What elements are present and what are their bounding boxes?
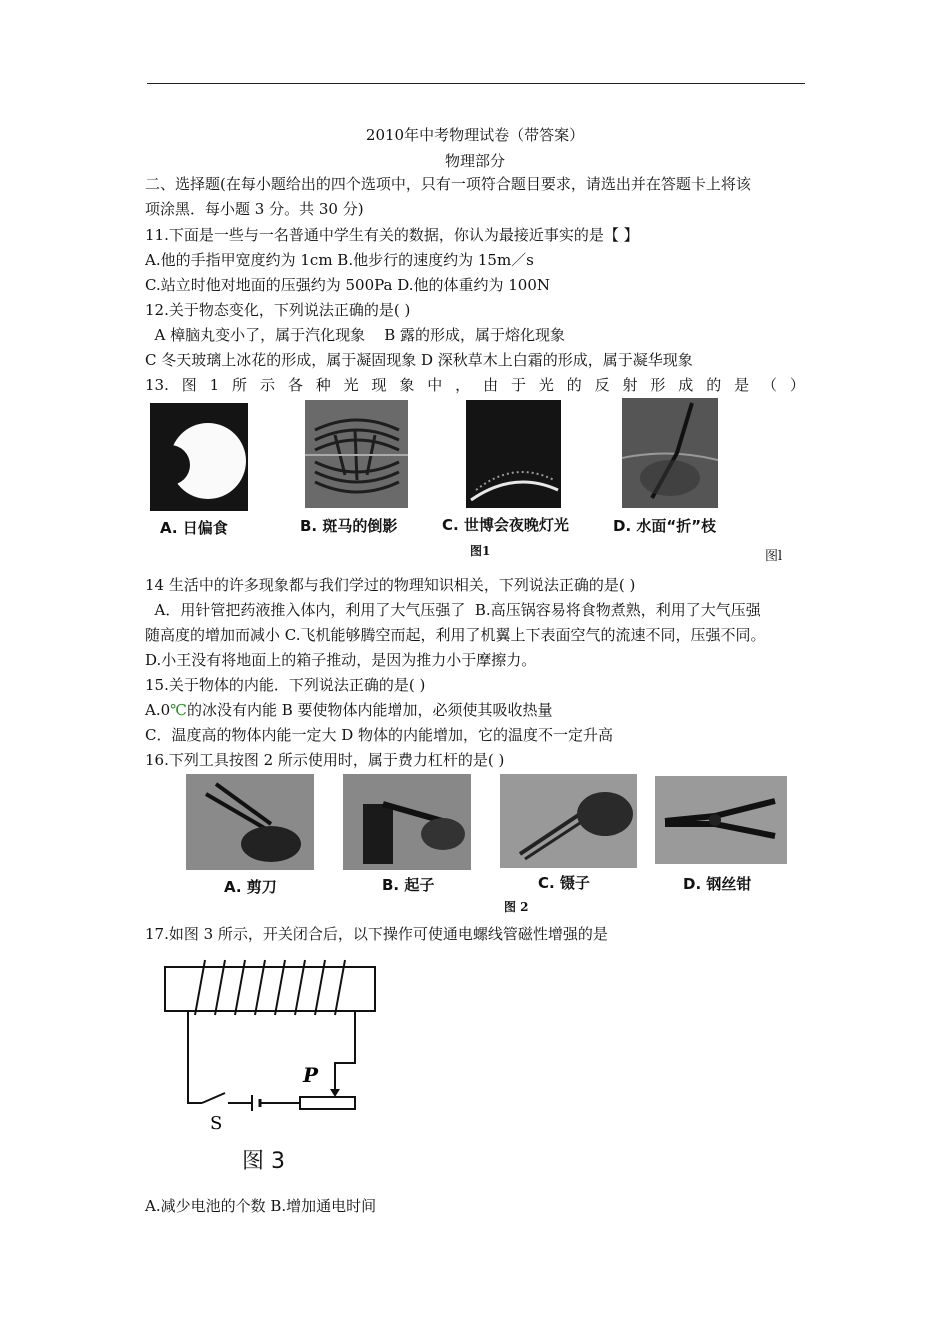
q13-stem-word: 象	[399, 376, 415, 394]
q13-stem-word: 图	[181, 376, 197, 394]
q13-stem-word: （	[761, 376, 777, 394]
figure-3-circuit	[160, 955, 390, 1155]
figure-1-label: 图1	[470, 544, 491, 558]
degree-celsius-symbol: ℃	[170, 701, 187, 719]
q14-line3: 随高度的增加而减小 C.飞机能够腾空而起，利用了机翼上下表面空气的流速不同，压强不同。	[145, 626, 766, 644]
q15-options-cd: C．温度高的物体内能一定大 D 物体的内能增加，它的温度不一定升高	[145, 726, 614, 744]
figure-2-caption-d: D. 钢丝钳	[683, 875, 752, 893]
q13-stem-word: 由	[483, 376, 499, 394]
q13-stem-word: 光	[538, 376, 554, 394]
q14-line2: A．用针管把药液推入体内，利用了大气压强了 B.高压锅容易将食物煮熟，利用了大气压强	[145, 601, 761, 619]
q13-stem-word: 中	[427, 376, 443, 394]
q13-stem	[145, 374, 805, 396]
q11-stem: 11.下面是一些与一名普通中学生有关的数据，你认为最接近事实的是【 】	[145, 226, 639, 244]
figure-1-photo-c	[466, 400, 561, 508]
q15-options-ab: A.0℃的冰没有内能 B 要使物体内能增加，必须使其吸收热量	[145, 701, 553, 719]
q17-options: A.减少电池的个数 B.增加通电时间	[145, 1197, 377, 1215]
figure-3-caption: 图 3	[242, 1149, 285, 1174]
figure-2-caption-b: B. 起子	[382, 876, 435, 894]
q13-stem-word: 13.	[145, 376, 169, 394]
q13-stem-word: 所	[232, 376, 248, 394]
figure-1-caption-d: D. 水面“折”枝	[613, 517, 717, 535]
slider-label-p: P	[303, 1063, 319, 1087]
q13-stem-word: 种	[315, 376, 331, 394]
figure-1-caption-b: B. 斑马的倒影	[300, 517, 398, 535]
q12-stem: 12.关于物态变化，下列说法正确的是( )	[145, 301, 411, 319]
pliers-image	[655, 776, 787, 864]
figure-2-photo-a	[186, 774, 314, 870]
figure-1-caption-a: A. 日偏食	[160, 519, 228, 537]
q13-stem-word: 1	[209, 376, 220, 394]
q13-stem-word: 现	[371, 376, 387, 394]
q13-stem-word: 光	[343, 376, 359, 394]
header-rule	[147, 83, 805, 84]
q13-stem-word: ）	[789, 376, 805, 394]
q14-stem: 14 生活中的许多现象都与我们学过的物理知识相关，下列说法正确的是( )	[145, 576, 636, 594]
expo-lights-image	[466, 400, 561, 508]
figure-1-photo-d	[622, 398, 718, 508]
bottle-opener-image	[343, 774, 471, 870]
figure-2-label: 图 2	[504, 900, 529, 914]
figure-2-caption-a: A. 剪刀	[224, 878, 277, 896]
eclipse-image	[150, 403, 248, 511]
figure-1-photo-b	[305, 400, 408, 508]
tweezers-image	[500, 774, 637, 868]
q13-stem-word: 反	[594, 376, 610, 394]
q13-stem-word: 的	[706, 376, 722, 394]
switch-label-s: S	[210, 1113, 223, 1134]
figure-1-photo-a	[150, 403, 248, 511]
q13-stem-word: 形	[650, 376, 666, 394]
q13-stem-word: ，	[455, 376, 471, 394]
figure-2-caption-c: C. 镊子	[538, 874, 590, 892]
q13-stem-word: 各	[287, 376, 303, 394]
q11-options-cd: C.站立时他对地面的压强约为 500Pa D.他的体重约为 100N	[145, 276, 551, 294]
q13-stem-word: 的	[566, 376, 582, 394]
q15-stem: 15.关于物体的内能．下列说法正确的是( )	[145, 676, 426, 694]
zebra-reflection-image	[305, 400, 408, 508]
q11-options-ab: A.他的手指甲宽度约为 1cm B.他步行的速度约为 15m／s	[145, 251, 534, 269]
scissors-image	[186, 774, 314, 870]
figure-1-label-right: 图l	[765, 549, 783, 564]
q14-line4: D.小王没有将地面上的箱子推动，是因为推力小于摩擦力。	[145, 651, 537, 669]
figure-2-photo-b	[343, 774, 471, 870]
figure-1-caption-c: C. 世博会夜晚灯光	[442, 516, 569, 534]
q13-stem-word: 成	[678, 376, 694, 394]
bent-branch-image	[622, 398, 718, 508]
q12-options-cd: C 冬天玻璃上冰花的形成，属于凝固现象 D 深秋草木上白霜的形成，属于凝华现象	[145, 351, 693, 369]
section-instructions-line2: 项涂黑．每小题 3 分。共 30 分)	[145, 200, 364, 218]
q17-stem: 17.如图 3 所示，开关闭合后，以下操作可使通电螺线管磁性增强的是	[145, 925, 608, 943]
q13-stem-word: 于	[510, 376, 526, 394]
page-subtitle: 物理部分	[444, 152, 505, 170]
section-instructions-line1: 二、选择题(在每小题给出的四个选项中，只有一项符合题目要求，请选出并在答题卡上将该	[145, 175, 751, 193]
q12-options-ab: A 樟脑丸变小了，属于汽化现象 B 露的形成，属于熔化现象	[145, 326, 566, 344]
figure-2-photo-d	[655, 776, 787, 864]
q16-stem: 16.下列工具按图 2 所示使用时，属于费力杠杆的是( )	[145, 751, 505, 769]
q13-stem-word: 示	[259, 376, 275, 394]
q13-stem-word: 射	[622, 376, 638, 394]
figure-2-photo-c	[500, 774, 637, 868]
page-title: 2010年中考物理试卷（带答案）	[365, 126, 585, 144]
solenoid-circuit-diagram	[160, 955, 390, 1155]
q13-stem-word: 是	[734, 376, 750, 394]
